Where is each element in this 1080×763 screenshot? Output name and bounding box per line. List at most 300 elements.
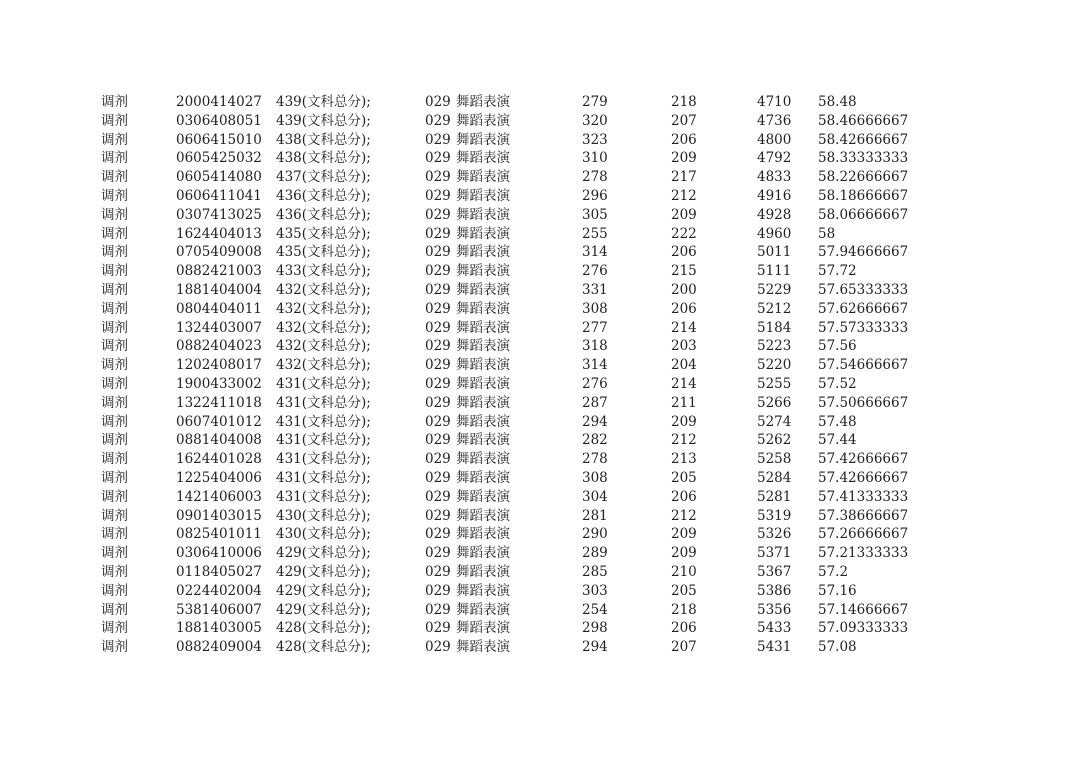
professional-score-cell: 308 (582, 300, 608, 317)
professional-score-cell: 304 (582, 488, 608, 505)
culture-score-cell: 206 (671, 131, 697, 148)
major-code-cell: 029 (425, 131, 451, 148)
composite-score-cell: 57.72 (818, 263, 857, 280)
composite-score-cell: 57.2 (818, 563, 849, 580)
admission-type-cell: 调剂 (101, 150, 128, 167)
candidate-id-cell: 0224402004 (176, 582, 262, 599)
major-name-cell: 舞蹈表演 (456, 469, 510, 486)
candidate-id-cell: 0306408051 (176, 112, 262, 129)
major-name-cell: 舞蹈表演 (456, 639, 510, 656)
culture-score-cell: 222 (671, 225, 697, 242)
table-row (0, 131, 1080, 150)
candidate-id-cell: 5381406007 (176, 601, 262, 618)
rank-cell: 5274 (757, 413, 792, 430)
admission-type-cell: 调剂 (101, 601, 128, 618)
admission-type-cell: 调剂 (101, 413, 128, 430)
candidate-id-cell: 0901403015 (176, 507, 262, 524)
admission-type-cell: 调剂 (101, 432, 128, 449)
total-score-cell: 429(文科总分); (276, 601, 371, 618)
rank-cell: 5431 (757, 639, 792, 656)
composite-score-cell: 58.06666667 (818, 206, 909, 223)
professional-score-cell: 318 (582, 338, 608, 355)
table-row (0, 149, 1080, 168)
major-name-cell: 舞蹈表演 (456, 94, 510, 110)
table-row (0, 243, 1080, 262)
major-name-cell: 舞蹈表演 (456, 338, 510, 355)
composite-score-cell: 58.22666667 (818, 169, 909, 186)
total-score-cell: 435(文科总分); (276, 225, 371, 242)
professional-score-cell: 298 (582, 620, 608, 637)
table-row (0, 601, 1080, 620)
professional-score-cell: 331 (582, 281, 608, 298)
score-table (0, 93, 1080, 657)
major-code-cell: 029 (425, 563, 451, 580)
major-code-cell: 029 (425, 357, 451, 374)
major-code-cell: 029 (425, 432, 451, 449)
total-score-cell: 431(文科总分); (276, 394, 371, 411)
professional-score-cell: 278 (582, 169, 608, 186)
composite-score-cell: 57.08 (818, 639, 857, 656)
major-code-cell: 029 (425, 545, 451, 562)
major-name-cell: 舞蹈表演 (456, 187, 510, 204)
professional-score-cell: 255 (582, 225, 608, 242)
table-row (0, 112, 1080, 131)
major-name-cell: 舞蹈表演 (456, 131, 510, 148)
professional-score-cell: 276 (582, 263, 608, 280)
major-code-cell: 029 (425, 394, 451, 411)
composite-score-cell: 57.38666667 (818, 507, 909, 524)
total-score-cell: 428(文科总分); (276, 620, 371, 637)
composite-score-cell: 57.42666667 (818, 451, 909, 468)
culture-score-cell: 209 (671, 150, 697, 167)
major-code-cell: 029 (425, 263, 451, 280)
admission-type-cell: 调剂 (101, 244, 128, 261)
table-row (0, 225, 1080, 244)
table-row (0, 431, 1080, 450)
total-score-cell: 430(文科总分); (276, 507, 371, 524)
rank-cell: 4710 (757, 94, 792, 110)
candidate-id-cell: 0605425032 (176, 150, 262, 167)
candidate-id-cell: 0882404023 (176, 338, 262, 355)
composite-score-cell: 57.41333333 (818, 488, 909, 505)
major-name-cell: 舞蹈表演 (456, 375, 510, 392)
table-row (0, 337, 1080, 356)
table-row (0, 450, 1080, 469)
culture-score-cell: 214 (671, 319, 697, 336)
total-score-cell: 432(文科总分); (276, 281, 371, 298)
rank-cell: 5367 (757, 563, 792, 580)
table-row (0, 619, 1080, 638)
composite-score-cell: 57.21333333 (818, 545, 909, 562)
professional-score-cell: 323 (582, 131, 608, 148)
candidate-id-cell: 1881404004 (176, 281, 262, 298)
total-score-cell: 429(文科总分); (276, 582, 371, 599)
composite-score-cell: 57.50666667 (818, 394, 909, 411)
candidate-id-cell: 1225404006 (176, 469, 262, 486)
table-row (0, 206, 1080, 225)
composite-score-cell: 58.42666667 (818, 131, 909, 148)
major-code-cell: 029 (425, 526, 451, 543)
major-name-cell: 舞蹈表演 (456, 300, 510, 317)
professional-score-cell: 310 (582, 150, 608, 167)
culture-score-cell: 207 (671, 112, 697, 129)
total-score-cell: 429(文科总分); (276, 545, 371, 562)
major-name-cell: 舞蹈表演 (456, 545, 510, 562)
major-code-cell: 029 (425, 338, 451, 355)
major-code-cell: 029 (425, 244, 451, 261)
culture-score-cell: 203 (671, 338, 697, 355)
major-name-cell: 舞蹈表演 (456, 225, 510, 242)
candidate-id-cell: 0825401011 (176, 526, 262, 543)
composite-score-cell: 57.52 (818, 375, 857, 392)
rank-cell: 5220 (757, 357, 792, 374)
candidate-id-cell: 2000414027 (176, 94, 262, 110)
major-code-cell: 029 (425, 469, 451, 486)
total-score-cell: 431(文科总分); (276, 375, 371, 392)
composite-score-cell: 57.16 (818, 582, 857, 599)
candidate-id-cell: 0307413025 (176, 206, 262, 223)
rank-cell: 5262 (757, 432, 792, 449)
culture-score-cell: 218 (671, 94, 697, 110)
candidate-id-cell: 0605414080 (176, 169, 262, 186)
rank-cell: 5255 (757, 375, 792, 392)
major-code-cell: 029 (425, 582, 451, 599)
culture-score-cell: 214 (671, 375, 697, 392)
culture-score-cell: 212 (671, 507, 697, 524)
admission-type-cell: 调剂 (101, 507, 128, 524)
total-score-cell: 432(文科总分); (276, 357, 371, 374)
composite-score-cell: 57.54666667 (818, 357, 909, 374)
admission-type-cell: 调剂 (101, 526, 128, 543)
major-name-cell: 舞蹈表演 (456, 601, 510, 618)
candidate-id-cell: 1421406003 (176, 488, 262, 505)
candidate-id-cell: 1624404013 (176, 225, 262, 242)
admission-type-cell: 调剂 (101, 563, 128, 580)
professional-score-cell: 305 (582, 206, 608, 223)
admission-type-cell: 调剂 (101, 94, 128, 110)
major-code-cell: 029 (425, 639, 451, 656)
composite-score-cell: 57.44 (818, 432, 857, 449)
total-score-cell: 429(文科总分); (276, 563, 371, 580)
major-name-cell: 舞蹈表演 (456, 413, 510, 430)
table-row (0, 187, 1080, 206)
major-code-cell: 029 (425, 601, 451, 618)
table-row (0, 638, 1080, 657)
professional-score-cell: 281 (582, 507, 608, 524)
admission-type-cell: 调剂 (101, 545, 128, 562)
major-name-cell: 舞蹈表演 (456, 563, 510, 580)
culture-score-cell: 207 (671, 639, 697, 656)
table-row (0, 413, 1080, 432)
total-score-cell: 439(文科总分); (276, 112, 371, 129)
table-row (0, 375, 1080, 394)
major-name-cell: 舞蹈表演 (456, 244, 510, 261)
admission-type-cell: 调剂 (101, 187, 128, 204)
culture-score-cell: 206 (671, 244, 697, 261)
culture-score-cell: 205 (671, 582, 697, 599)
total-score-cell: 431(文科总分); (276, 413, 371, 430)
major-name-cell: 舞蹈表演 (456, 451, 510, 468)
rank-cell: 5223 (757, 338, 792, 355)
professional-score-cell: 294 (582, 413, 608, 430)
candidate-id-cell: 0606411041 (176, 187, 262, 204)
admission-type-cell: 调剂 (101, 131, 128, 148)
major-name-cell: 舞蹈表演 (456, 620, 510, 637)
major-code-cell: 029 (425, 187, 451, 204)
major-name-cell: 舞蹈表演 (456, 432, 510, 449)
total-score-cell: 430(文科总分); (276, 526, 371, 543)
professional-score-cell: 279 (582, 94, 608, 110)
professional-score-cell: 285 (582, 563, 608, 580)
admission-type-cell: 调剂 (101, 582, 128, 599)
table-row (0, 168, 1080, 187)
total-score-cell: 435(文科总分); (276, 244, 371, 261)
professional-score-cell: 314 (582, 244, 608, 261)
admission-type-cell: 调剂 (101, 319, 128, 336)
rank-cell: 5011 (757, 244, 792, 261)
major-name-cell: 舞蹈表演 (456, 112, 510, 129)
total-score-cell: 439(文科总分); (276, 94, 371, 110)
rank-cell: 4800 (757, 131, 792, 148)
total-score-cell: 436(文科总分); (276, 187, 371, 204)
table-row (0, 469, 1080, 488)
admission-type-cell: 调剂 (101, 639, 128, 656)
admission-type-cell: 调剂 (101, 620, 128, 637)
candidate-id-cell: 0804404011 (176, 300, 262, 317)
candidate-id-cell: 0705409008 (176, 244, 262, 261)
professional-score-cell: 320 (582, 112, 608, 129)
major-code-cell: 029 (425, 375, 451, 392)
total-score-cell: 431(文科总分); (276, 488, 371, 505)
candidate-id-cell: 1881403005 (176, 620, 262, 637)
candidate-id-cell: 0881404008 (176, 432, 262, 449)
table-row (0, 582, 1080, 601)
culture-score-cell: 212 (671, 432, 697, 449)
culture-score-cell: 209 (671, 206, 697, 223)
total-score-cell: 438(文科总分); (276, 131, 371, 148)
rank-cell: 5356 (757, 601, 792, 618)
candidate-id-cell: 1202408017 (176, 357, 262, 374)
total-score-cell: 432(文科总分); (276, 300, 371, 317)
professional-score-cell: 277 (582, 319, 608, 336)
culture-score-cell: 215 (671, 263, 697, 280)
rank-cell: 4736 (757, 112, 792, 129)
rank-cell: 4916 (757, 187, 792, 204)
culture-score-cell: 209 (671, 526, 697, 543)
professional-score-cell: 282 (582, 432, 608, 449)
composite-score-cell: 57.62666667 (818, 300, 909, 317)
admission-type-cell: 调剂 (101, 225, 128, 242)
major-code-cell: 029 (425, 451, 451, 468)
total-score-cell: 432(文科总分); (276, 319, 371, 336)
composite-score-cell: 57.65333333 (818, 281, 909, 298)
major-name-cell: 舞蹈表演 (456, 507, 510, 524)
major-code-cell: 029 (425, 413, 451, 430)
rank-cell: 4792 (757, 150, 792, 167)
candidate-id-cell: 0118405027 (176, 563, 262, 580)
rank-cell: 4928 (757, 206, 792, 223)
culture-score-cell: 212 (671, 187, 697, 204)
admission-type-cell: 调剂 (101, 338, 128, 355)
culture-score-cell: 217 (671, 169, 697, 186)
candidate-id-cell: 0607401012 (176, 413, 262, 430)
total-score-cell: 431(文科总分); (276, 432, 371, 449)
admission-type-cell: 调剂 (101, 375, 128, 392)
table-row (0, 300, 1080, 319)
table-row (0, 319, 1080, 338)
major-code-cell: 029 (425, 281, 451, 298)
rank-cell: 5319 (757, 507, 792, 524)
composite-score-cell: 57.94666667 (818, 244, 909, 261)
total-score-cell: 431(文科总分); (276, 469, 371, 486)
professional-score-cell: 294 (582, 639, 608, 656)
table-row (0, 507, 1080, 526)
composite-score-cell: 58.33333333 (818, 150, 909, 167)
professional-score-cell: 289 (582, 545, 608, 562)
table-row (0, 262, 1080, 281)
major-code-cell: 029 (425, 225, 451, 242)
major-name-cell: 舞蹈表演 (456, 357, 510, 374)
rank-cell: 5266 (757, 394, 792, 411)
total-score-cell: 438(文科总分); (276, 150, 371, 167)
total-score-cell: 428(文科总分); (276, 639, 371, 656)
composite-score-cell: 57.57333333 (818, 319, 909, 336)
culture-score-cell: 210 (671, 563, 697, 580)
major-code-cell: 029 (425, 488, 451, 505)
total-score-cell: 436(文科总分); (276, 206, 371, 223)
professional-score-cell: 308 (582, 469, 608, 486)
rank-cell: 5281 (757, 488, 792, 505)
admission-type-cell: 调剂 (101, 112, 128, 129)
major-name-cell: 舞蹈表演 (456, 263, 510, 280)
composite-score-cell: 58 (818, 225, 836, 242)
candidate-id-cell: 0882409004 (176, 639, 262, 656)
professional-score-cell: 278 (582, 451, 608, 468)
culture-score-cell: 206 (671, 620, 697, 637)
professional-score-cell: 303 (582, 582, 608, 599)
admission-type-cell: 调剂 (101, 451, 128, 468)
composite-score-cell: 58.48 (818, 94, 857, 110)
rank-cell: 4960 (757, 225, 792, 242)
professional-score-cell: 290 (582, 526, 608, 543)
major-name-cell: 舞蹈表演 (456, 150, 510, 167)
admission-type-cell: 调剂 (101, 357, 128, 374)
major-name-cell: 舞蹈表演 (456, 394, 510, 411)
table-row (0, 488, 1080, 507)
major-code-cell: 029 (425, 319, 451, 336)
table-row (0, 394, 1080, 413)
rank-cell: 4833 (757, 169, 792, 186)
professional-score-cell: 314 (582, 357, 608, 374)
major-code-cell: 029 (425, 94, 451, 110)
total-score-cell: 433(文科总分); (276, 263, 371, 280)
major-name-cell: 舞蹈表演 (456, 582, 510, 599)
composite-score-cell: 57.48 (818, 413, 857, 430)
major-code-cell: 029 (425, 507, 451, 524)
rank-cell: 5433 (757, 620, 792, 637)
culture-score-cell: 209 (671, 545, 697, 562)
professional-score-cell: 254 (582, 601, 608, 618)
composite-score-cell: 57.42666667 (818, 469, 909, 486)
culture-score-cell: 205 (671, 469, 697, 486)
professional-score-cell: 287 (582, 394, 608, 411)
culture-score-cell: 206 (671, 300, 697, 317)
composite-score-cell: 57.09333333 (818, 620, 909, 637)
admission-type-cell: 调剂 (101, 281, 128, 298)
candidate-id-cell: 0606415010 (176, 131, 262, 148)
major-name-cell: 舞蹈表演 (456, 281, 510, 298)
table-row (0, 544, 1080, 563)
rank-cell: 5326 (757, 526, 792, 543)
candidate-id-cell: 0306410006 (176, 545, 262, 562)
admission-type-cell: 调剂 (101, 263, 128, 280)
culture-score-cell: 209 (671, 413, 697, 430)
rank-cell: 5258 (757, 451, 792, 468)
admission-type-cell: 调剂 (101, 300, 128, 317)
composite-score-cell: 58.46666667 (818, 112, 909, 129)
professional-score-cell: 296 (582, 187, 608, 204)
composite-score-cell: 57.56 (818, 338, 857, 355)
culture-score-cell: 204 (671, 357, 697, 374)
culture-score-cell: 206 (671, 488, 697, 505)
major-name-cell: 舞蹈表演 (456, 488, 510, 505)
major-code-cell: 029 (425, 112, 451, 129)
candidate-id-cell: 1900433002 (176, 375, 262, 392)
major-name-cell: 舞蹈表演 (456, 526, 510, 543)
rank-cell: 5284 (757, 469, 792, 486)
candidate-id-cell: 1624401028 (176, 451, 262, 468)
major-code-cell: 029 (425, 206, 451, 223)
admission-type-cell: 调剂 (101, 488, 128, 505)
table-row (0, 281, 1080, 300)
professional-score-cell: 276 (582, 375, 608, 392)
total-score-cell: 431(文科总分); (276, 451, 371, 468)
table-row (0, 563, 1080, 582)
major-code-cell: 029 (425, 620, 451, 637)
major-code-cell: 029 (425, 150, 451, 167)
major-name-cell: 舞蹈表演 (456, 319, 510, 336)
culture-score-cell: 211 (671, 394, 697, 411)
table-row (0, 356, 1080, 375)
composite-score-cell: 58.18666667 (818, 187, 909, 204)
rank-cell: 5371 (757, 545, 792, 562)
admission-type-cell: 调剂 (101, 169, 128, 186)
candidate-id-cell: 1324403007 (176, 319, 262, 336)
table-row (0, 93, 1080, 112)
major-code-cell: 029 (425, 300, 451, 317)
rank-cell: 5111 (757, 263, 792, 280)
rank-cell: 5184 (757, 319, 792, 336)
admission-type-cell: 调剂 (101, 206, 128, 223)
composite-score-cell: 57.26666667 (818, 526, 909, 543)
total-score-cell: 437(文科总分); (276, 169, 371, 186)
candidate-id-cell: 1322411018 (176, 394, 262, 411)
admission-type-cell: 调剂 (101, 394, 128, 411)
rank-cell: 5229 (757, 281, 792, 298)
major-name-cell: 舞蹈表演 (456, 169, 510, 186)
major-name-cell: 舞蹈表演 (456, 206, 510, 223)
culture-score-cell: 200 (671, 281, 697, 298)
composite-score-cell: 57.14666667 (818, 601, 909, 618)
rank-cell: 5386 (757, 582, 792, 599)
candidate-id-cell: 0882421003 (176, 263, 262, 280)
table-row (0, 525, 1080, 544)
total-score-cell: 432(文科总分); (276, 338, 371, 355)
major-code-cell: 029 (425, 169, 451, 186)
rank-cell: 5212 (757, 300, 792, 317)
admission-type-cell: 调剂 (101, 469, 128, 486)
culture-score-cell: 218 (671, 601, 697, 618)
